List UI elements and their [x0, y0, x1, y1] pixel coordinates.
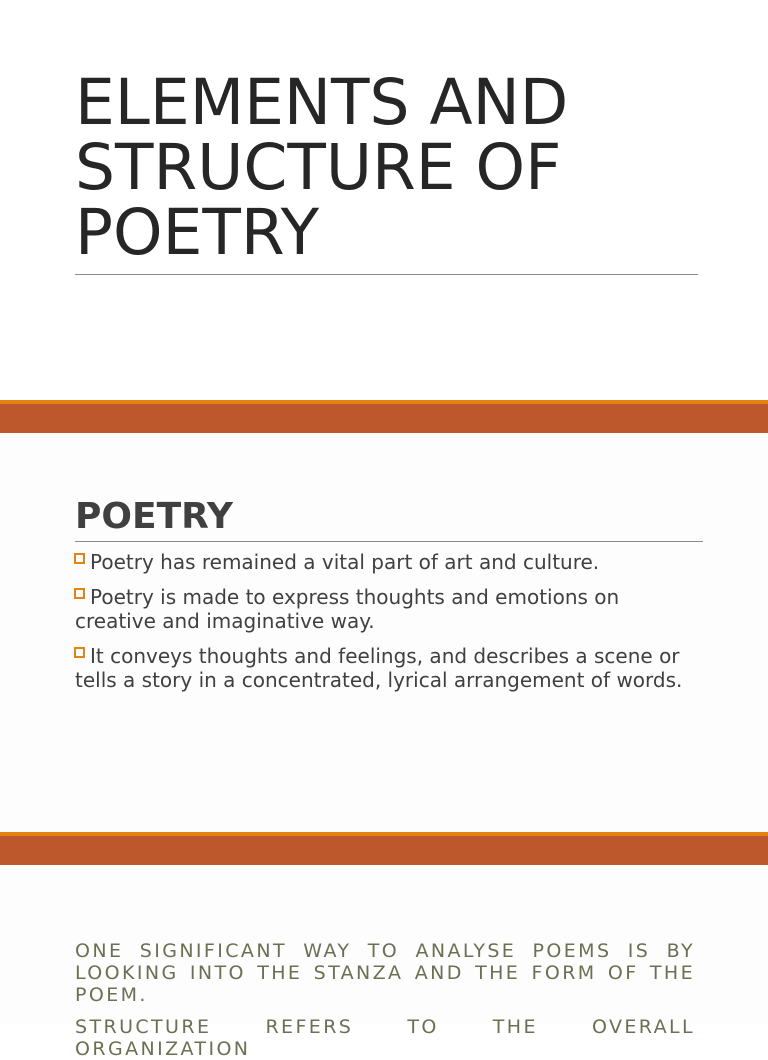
title-line: ELEMENTS AND [75, 66, 569, 139]
slide-separator-bar [0, 400, 768, 433]
body-paragraph: STRUCTURE REFERS TO THE OVERALL ORGANIZATION [75, 1016, 695, 1060]
slide-separator-bar [0, 832, 768, 865]
square-bullet-icon [74, 553, 85, 564]
bullet-item [75, 550, 703, 574]
title-line: STRUCTURE OF [75, 131, 562, 204]
slide-heading: POETRY [75, 496, 233, 537]
bullet-item [75, 644, 703, 692]
bullet-text: Poetry is made to express thoughts and emotions on creative and imaginative way. [75, 585, 620, 633]
bullet-text: Poetry has remained a vital part of art and culture. [90, 550, 600, 574]
heading-divider [75, 541, 703, 542]
title-line: POETRY [75, 196, 320, 269]
bullet-item [75, 585, 703, 633]
square-bullet-icon [74, 647, 85, 658]
structure-slide [0, 865, 768, 1060]
bullet-list [75, 550, 703, 703]
poetry-slide [0, 433, 768, 832]
title-slide [0, 0, 768, 400]
square-bullet-icon [74, 588, 85, 599]
bullet-text: It conveys thoughts and feelings, and describes a scene or tells a story in a concentrated, lyrical arrangement of words. [75, 644, 683, 692]
presentation-title [75, 66, 715, 269]
body-paragraph: ONE SIGNIFICANT WAY TO ANALYSE POEMS IS BY LOOKING INTO THE STANZA AND THE FORM OF THE POEM. [75, 940, 695, 1006]
title-divider [75, 274, 698, 275]
